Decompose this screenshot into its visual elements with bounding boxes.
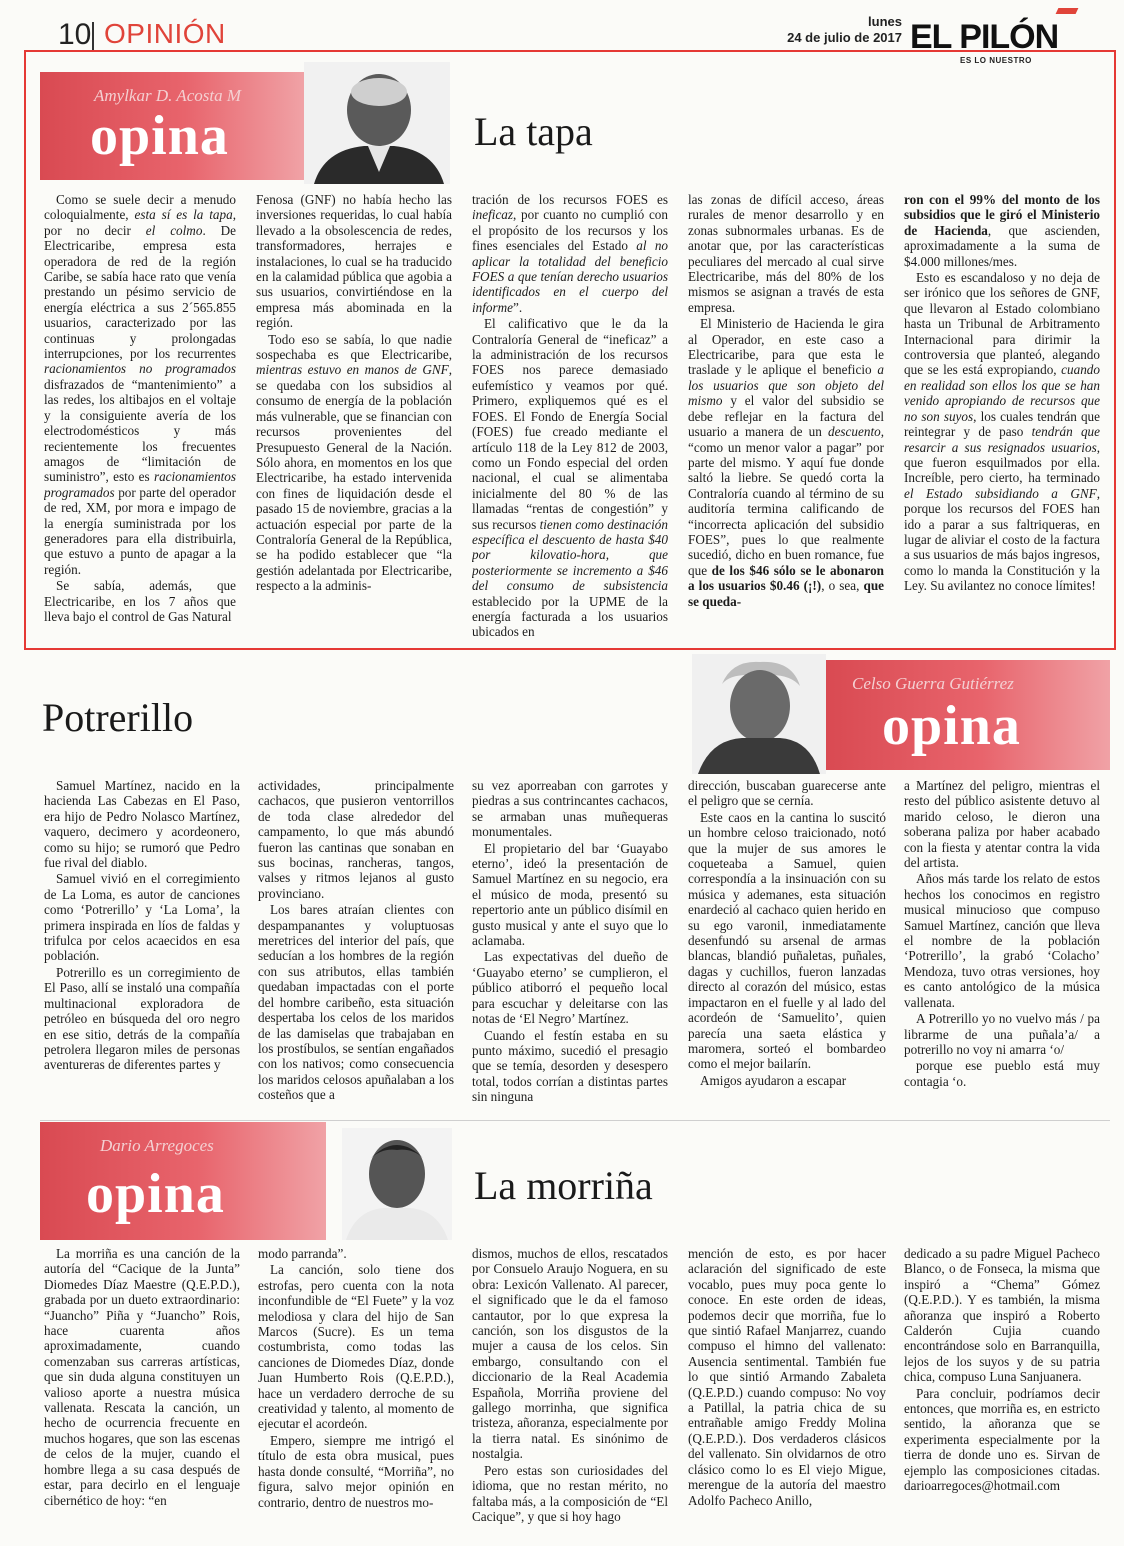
author-name: Celso Guerra Gutiérrez xyxy=(852,674,1014,693)
article-3-col-3 xyxy=(472,1246,668,1526)
col-text xyxy=(258,1246,454,1510)
author-name: Dario Arregoces xyxy=(100,1136,214,1155)
article-1-col-5 xyxy=(904,192,1100,642)
page-number: 10 xyxy=(58,18,92,51)
col-text xyxy=(44,1246,240,1508)
logo-accent-mark xyxy=(1056,8,1079,14)
paragraph: El calificativo que le da la Contraloría General de “ineficaz” a la administración de los recursos FOES nos parece demasiado eufemístico y veamos por qué. Primero, expliquemos qué es el FOES. El Fondo de Energía Social (FOES) fue creado mediante el artículo 118 de la Ley 812 de 2003, como un Fondo especial del orden nacional, el cual se alimentaba inicialmente del 80 % de las llamadas “rentas de congestión” y sus recursos tienen como destinación específica el descuento de hasta $40 por kilovatio-hora, que posteriormente se incremento a $46 del consumo de subsistencia establecido por la UPME de la energía facturada a los usuarios ubicados en xyxy=(472,316,668,640)
newspaper-logo: EL PILÓN xyxy=(910,18,1059,56)
paragraph: su vez aporreaban con garrotes y piedras a sus contrincantes cachacos, se armaban unas muñequeras monumentales. xyxy=(472,778,668,840)
paragraph: las zonas de difícil acceso, áreas rurales de menor desarrollo y en zonas subnormales urbanas. Es de anotar que, por las características peculiares del mercado al cual sirve Electricaribe, más del 80% de los mismos se asignan a través de esta empresa. xyxy=(688,192,884,315)
opina-banner-1 xyxy=(40,72,304,180)
article-title: La tapa xyxy=(474,109,593,154)
paragraph: actividades, principalmente cachacos, que pusieron ventorrillos de toda clase alrededor del campamento, lo que más abundó fueron las cantinas que sonaban en sus bocinas, rancheras, tangos, valses y ritmos lejanos al gusto provinciano. xyxy=(258,778,454,901)
article-1-col-2 xyxy=(256,192,452,642)
opina-label: opina xyxy=(882,695,1021,757)
paragraph: Todo eso se sabía, lo que nadie sospechaba es que Electricaribe, mientras estuvo en manos de GNF, se quedaba con los subsidios al consumo de energía de la población más vulnerable, que se financian con recursos provenientes del Presupuesto General de la Nación. Sólo ahora, en momentos en los que Electricaribe, ha estado intervenida con fines de liquidación desde el pasado 15 de noviembre, gracias a la actuación especial por parte de la Contraloría General de la República, se ha podido establecer que “la gestión adelantada por Electricaribe, respecto a la adminis- xyxy=(256,331,452,594)
paragraph: Empero, siempre me intrigó el título de esta obra musical, pues hasta donde consulté, “Morriña”, no figura, salvo mejor opinión en contrario, dentro de nuestros mo- xyxy=(258,1432,454,1510)
col-text xyxy=(44,778,240,1073)
issue-day: lunes xyxy=(868,14,902,29)
opina-banner-3 xyxy=(40,1122,326,1240)
paragraph: El propietario del bar ‘Guayabo eterno’, ideó la presentación de Samuel Martínez en su negocio, era el músico de moda, presentó su repertorio ante un público disímil en gusto musical y ante el suyo que lo aclamaba. xyxy=(472,840,668,949)
paragraph: Las expectativas del dueño de ‘Guayabo eterno’ se cumplieron, el público atiborró el pequeño local para escuchar y deleitarse con las notas de ‘El Negro’ Martínez. xyxy=(472,949,668,1027)
col-text xyxy=(904,1246,1100,1494)
article-1-col-1 xyxy=(44,192,236,642)
author-name: Amylkar D. Acosta M xyxy=(94,86,241,105)
article-3-col-4 xyxy=(688,1246,886,1526)
paragraph: Este caos en la cantina lo suscitó un hombre celoso traicionado, notó que la mujer de sus amores le coqueteaba a Samuel, quien correspondía a la insinuación con su música y ademanes, esta situación enardeció al cachaco quien herido en su ego varonil, inmediatamente desenfundó su arsenal de armas blancas, blandió puñaletas, puñales, dagas y cuchillos, fueron lanzadas directo al corazón del músico, estas impactaron en el fuelle y al lado del acordeón de ‘Samuelito’, quien parecía una saeta elástica y maromera, sorteó el bombardeo como el mejor bailarín. xyxy=(688,809,886,1072)
paragraph: tración de los recursos FOES es ineficaz, por cuanto no cumplió con el propósito de los recursos y los fines esenciales del Estado al no aplicar la totalidad del beneficio FOES a que tenían derecho usuarios identificados en el cuerpo del informe”. xyxy=(472,192,668,315)
newspaper-tagline: ES LO NUESTRO xyxy=(960,56,1032,65)
paragraph: A Potrerillo yo no vuelvo más / pa librarme de una puñala’a/ a potrerillo no voy ni amarra ‘o/ xyxy=(904,1011,1100,1057)
col-text xyxy=(44,192,236,624)
author-photo-2 xyxy=(692,654,826,774)
paragraph: Esto es escandaloso y no deja de ser irónico que los señores de GNF, que llevaron al Estado colombiano hasta un Tribunal de Arbitramento Internacional para dirimir la controversia que planteó, alegando que se les está expropiando, cuando en realidad son ellos los que se han venido apropiando de recursos que no son suyos, los cuales tendrán que reintegrar y de paso tendrán que resarcir a sus resignados usuarios, que fueron esquilmados por ella. Increíble, pero cierto, ha terminado el Estado subsidiando a GNF, porque los recursos del FOES han ido a parar a sus faltriqueras, en lugar de aliviar el costo de la factura a sus usuarios de más bajos ingresos, como lo manda la Constitución y la Ley. Su avilantez no conoce límites! xyxy=(904,270,1100,594)
paragraph: Samuel vivió en el corregimiento de La Loma, es autor de canciones como ‘Potrerillo’ y ‘La Loma’, la primera inspirada en líos de faldas y trifulca por celos acaecidos en esa población. xyxy=(44,871,240,964)
paragraph: dismos, muchos de ellos, rescatados por Consuelo Araujo Noguera, en su obra: Lexicón Vallenato. Al parecer, el significado que le da el famoso cantautor, por lo que expresa la canción, son los disgustos de la mujer a causa de los celos. Sin embargo, consultando con el diccionario de la Real Academia Española, Morriña proviene del gallego morrinha, que significa tristeza, añoranza, especialmente por la tierra natal. Es sinónimo de nostalgia. xyxy=(472,1246,668,1462)
paragraph: Los bares atraían clientes con despampanantes y voluptuosas meretrices del interior del país, que seducían a los hombres de la región con sus atributos, ellas también quedaban impactadas con el porte del hombre caribeño, esta situación despertaba los celos de los maridos de las damiselas que trabajaban en los prostíbulos, se sentían engañados con los nativos; como consecuencia los maridos celosos apuñalaban a los costeños que a xyxy=(258,902,454,1103)
paragraph: Potrerillo es un corregimiento de El Paso, allí se instaló una compañía multinacional exploradora de petróleo en búsqueda del oro negro en ese sitio, detrás de la compañía petrolera llegaron miles de personas aventureras de diferentes partes y xyxy=(44,964,240,1073)
col-text xyxy=(472,192,668,640)
col-text xyxy=(258,778,454,1103)
opina-banner-2 xyxy=(826,660,1110,770)
article-2-col-4 xyxy=(688,778,886,1118)
opina-label: opina xyxy=(90,105,229,167)
paragraph: Para concluir, podríamos decir entonces, que morriña es, en estricto sentido, la añoranza que se experimenta especialmente por la tierra de donde uno es. Sirvan de ejemplo las composiciones citadas. darioarregoces@hotmail.com xyxy=(904,1385,1100,1494)
article-3-col-1 xyxy=(44,1246,240,1526)
paragraph: Samuel Martínez, nacido en la hacienda Las Cabezas en El Paso, era hijo de Pedro Nolasco Martínez, vaquero, decimero y acordeonero, como su hijo; se rumoró que Pedro fue rival del diablo. xyxy=(44,778,240,871)
paragraph: La morriña es una canción de la autoría del “Cacique de la Junta” Diomedes Díaz Maestre (Q.E.P.D.), grabada por un dueto extraordinario: “Juancho” Piña y “Juancho” Rois, hace cuarenta años aproximadamente, cuando comenzaban sus carreras artísticas, que sin duda alguna constituyen un valioso aporte a nuestra música vallenata. Rescata la canción, un hecho de ocurrencia frecuente en muchos hogares, que son las escenas de celos de la mujer, cuando el hombre llega a su casa después de estar, para decirlo en el lenguaje cibernético de hoy: “en xyxy=(44,1246,240,1508)
date-block xyxy=(760,14,902,46)
paragraph: El Ministerio de Hacienda le gira al Operador, en este caso a Electricaribe, para que esta le traslade y le aplique el beneficio a los usuarios que son objeto del mismo y el valor del subsidio se debe reflejar en la factura del usuario a manera de un descuento, “como un menor valor a pagar” por parte del mismo. Y aquí fue donde saltó la liebre. Se quedó corta la Contraloría cuando al término de su auditoría termina calificando de “incorrecta aplicación del subsidio FOES”, pues lo que realmente sucedió, dicho en buen romance, fue que de los $46 sólo se le abonaron a los usuarios $0.46 (¡!), o sea, que se queda- xyxy=(688,316,884,609)
article-1-col-3 xyxy=(472,192,668,642)
author-photo-3 xyxy=(342,1128,452,1240)
article-3-col-5 xyxy=(904,1246,1100,1526)
col-text xyxy=(688,778,886,1088)
article-2-col-3 xyxy=(472,778,668,1118)
section-divider xyxy=(40,1120,1110,1121)
paragraph: Se sabía, además, que Electricaribe, en los 7 años que lleva bajo el control de Gas Natural xyxy=(44,578,236,624)
paragraph: Cuando el festín estaba en su punto máximo, sucedió el presagio que se temía, desorden y desespero total, todos corrían a distintas partes sin ninguna xyxy=(472,1027,668,1105)
article-1-col-4 xyxy=(688,192,884,642)
paragraph: ron con el 99% del monto de los subsidios que le giró el Ministerio de Hacienda, que ascienden, aproximadamente a la suma de $4.000 millones/mes. xyxy=(904,192,1100,269)
col-text xyxy=(472,1246,668,1524)
paragraph: porque ese pueblo está muy contagia ‘o. xyxy=(904,1058,1100,1089)
paragraph: dedicado a su padre Miguel Pacheco Blanco, o de Fonseca, la misma que inspiró a “Chema” Gómez (Q.E.P.D.). Y es también, la misma añoranza que inspiró a Roberto Calderón Cujia cuando encontrándose solo en Barranquilla, lejos de los suyos y de su patria chica, compuso Luna Sanjuanera. xyxy=(904,1246,1100,1385)
issue-date: 24 de julio de 2017 xyxy=(787,30,902,45)
col-text xyxy=(904,778,1100,1089)
col-text xyxy=(472,778,668,1105)
article-title: Potrerillo xyxy=(42,695,194,740)
article-2-col-2 xyxy=(258,778,454,1118)
paragraph: dirección, buscaban guarecerse ante el peligro que se cernía. xyxy=(688,778,886,809)
paragraph: Como se suele decir a menudo coloquialmente, esta sí es la tapa, por no decir el colmo. De Electricaribe, empresa esta operadora de red de la región Caribe, se sabía hace rato que venía prestando un pésimo servicio de energía eléctrica a sus 2´565.855 usuarios, caracterizado por las continuas y prolongadas interrupciones, por los recurrentes racionamientos no programados disfrazados de “mantenimiento” a las redes, los altibajos en el voltaje y la consiguiente avería de los electrodomésticos y más recientemente los frecuentes amagos de “limitación de suministro”, esto es racionamientos programados por parte del operador de red, XM, por mora e impago de la energía suministrada por los generadores para ella distribuirla, que estuvo a punto de apagar a la región. xyxy=(44,192,236,577)
col-text xyxy=(688,192,884,609)
col-text xyxy=(904,192,1100,594)
page-separator xyxy=(92,22,94,50)
article-title: La morriña xyxy=(474,1163,653,1208)
paragraph: La canción, solo tiene dos estrofas, pero cuenta con la nota inconfundible de “El Fuete” y la voz melodiosa y clara del hijo de San Marcos (Sucre). Es un tema costumbrista, como todas las canciones de Diomedes Díaz, donde Juan Humberto Rois (Q.E.P.D.), hace un verdadero derroche de su creatividad y talento, al momento de ejecutar el acordeón. xyxy=(258,1262,454,1432)
col-text xyxy=(688,1246,886,1508)
opina-label: opina xyxy=(86,1163,225,1225)
article-2-col-5 xyxy=(904,778,1100,1118)
paragraph: Amigos ayudaron a escapar xyxy=(700,1072,847,1088)
paragraph: Fenosa (GNF) no había hecho las inversiones requeridas, lo cual había llevado a la obsolescencia de redes, transformadores, herrajes e instalaciones, lo cual se ha traducido en la calamidad pública que agobia a sus usuarios, convirtiéndose en la empresa más abominada en la región. xyxy=(256,192,452,331)
paragraph: Años más tarde los relato de estos hechos los conocimos en registro musical minucioso que compuso Samuel Martínez, canción que lleva el nombre de la población ‘Potrerillo’, la grabó ‘Colacho’ Mendoza, tuvo otras versiones, hoy es canto antológico de la música vallenata. xyxy=(904,871,1100,1010)
article-2-col-1 xyxy=(44,778,240,1118)
col-text xyxy=(256,192,452,594)
section-title: OPINIÓN xyxy=(104,18,226,49)
paragraph: mención de esto, es por hacer aclaración del significado de este vocablo, pues muy poca gente lo conoce. En este orden de ideas, podemos decir que morriña, fue lo que sintió Rafael Manjarrez, cuando compuso el himno del vallenato: Ausencia sentimental. También fue lo que sintió Armando Zabaleta (Q.E.P.D.) cuando compuso: No voy a Patillal, la patria chica de su entrañable amigo Freddy Molina (Q.E.P.D.). Dos verdaderos clásicos del vallenato. Sin olvidarnos de otro clásico como lo es El viejo Migue, merengue de la autoría del maestro Adolfo Pacheco Anillo, xyxy=(688,1246,886,1508)
author-photo-1 xyxy=(304,62,450,184)
article-3-col-2 xyxy=(258,1246,454,1526)
paragraph: Pero estas son curiosidades del idioma, que no restan mérito, no faltaba más, a la composición de “El Cacique”, y que si hoy hago xyxy=(472,1462,668,1524)
paragraph: a Martínez del peligro, mientras el resto del público asistente detuvo al marido celoso, le dieron una soberana paliza por haber acabado con la fiesta y atentar contra la vida del artista. xyxy=(904,778,1100,871)
paragraph: modo parranda”. xyxy=(258,1246,347,1261)
